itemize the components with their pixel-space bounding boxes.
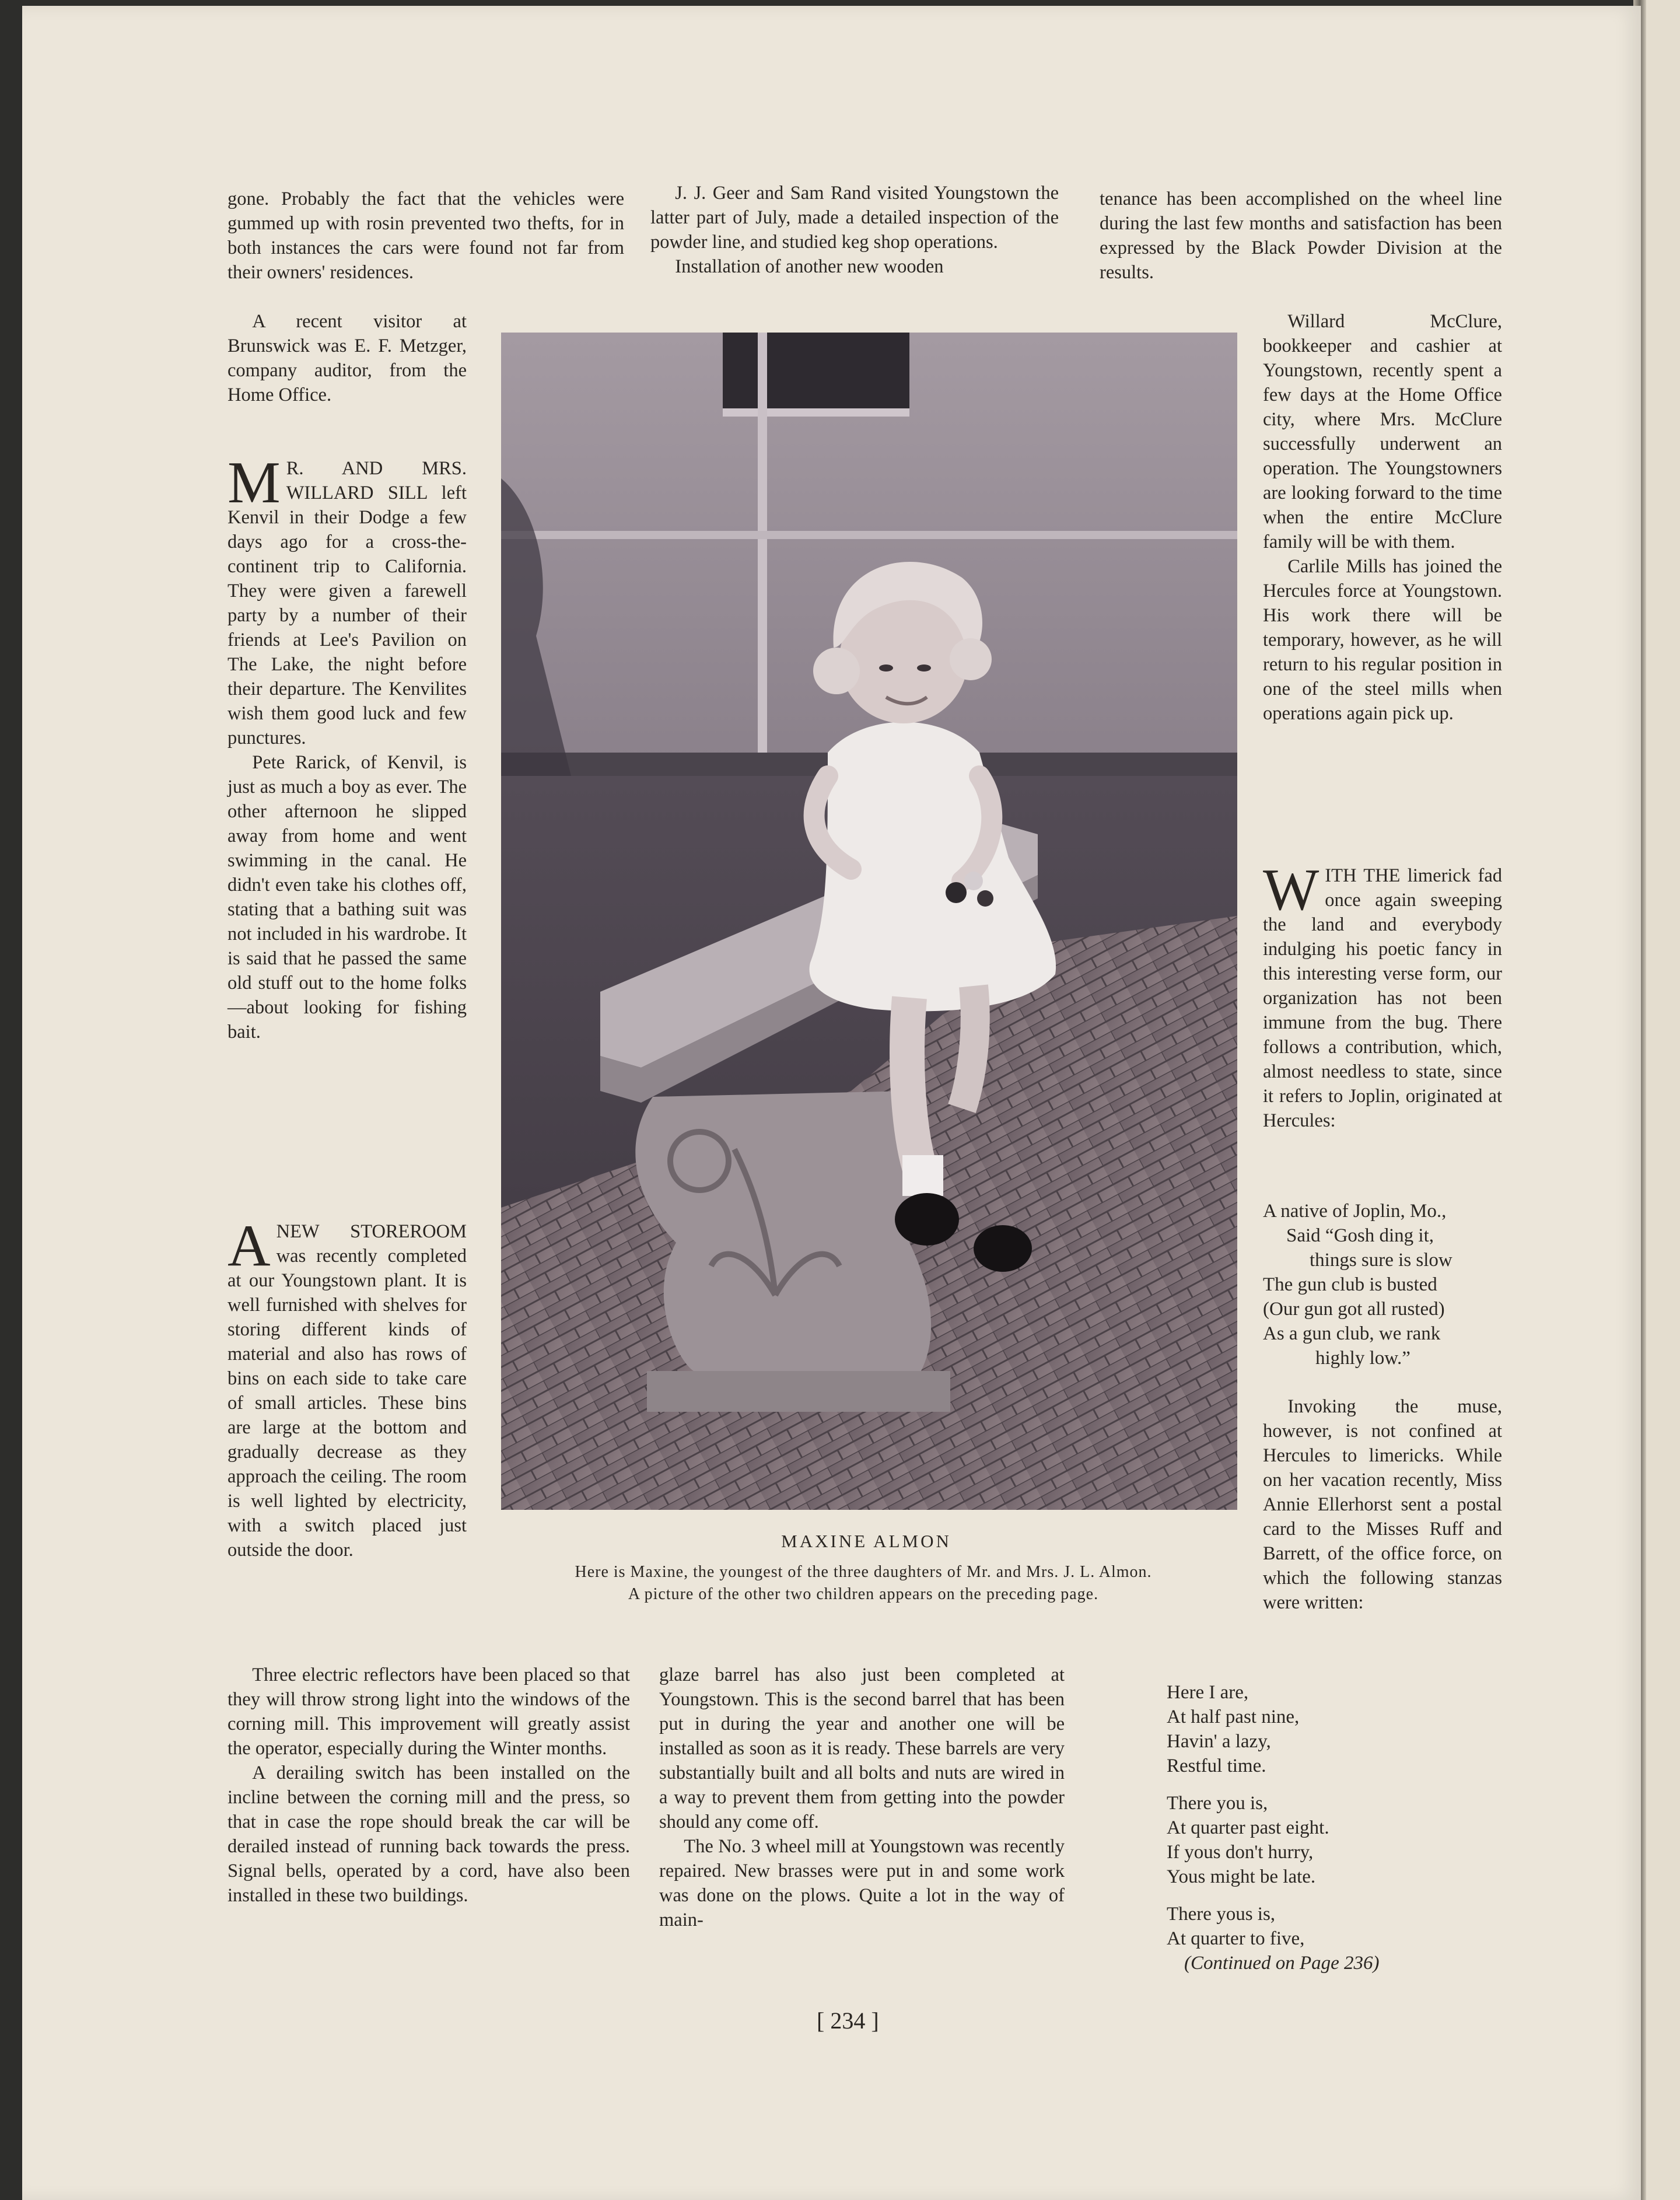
- postcard-stanzas: [1167, 1680, 1493, 1988]
- photo-caption-title: MAXINE ALMON: [781, 1531, 951, 1551]
- poem-line: There you is,: [1167, 1793, 1268, 1814]
- poem-line: At quarter to five,: [1167, 1928, 1305, 1949]
- paragraph-install: Installation of another new wooden: [675, 256, 944, 277]
- column-1-sill: [228, 450, 467, 1044]
- photo-caption: [478, 1561, 1248, 1606]
- paragraph-derailing: A derailing switch has been installed on the incline between the corning mill and the press, so that in case the rope should break the car will be derailed instead of running back towards the press. Signal bells, operated by a cord, have also been installed in these two buildings.: [228, 1762, 630, 1906]
- paragraph-wheel-mill: The No. 3 wheel mill at Youngstown was recently repaired. New brasses were put in and some work was done on the plows. Quite a lot in the way of main-: [659, 1836, 1065, 1930]
- poem-line: things sure is slow: [1310, 1250, 1452, 1271]
- stanza-2: [1167, 1791, 1493, 1889]
- poem-line: Yous might be late.: [1167, 1866, 1316, 1887]
- column-3-top: [1100, 187, 1502, 285]
- column-3-muse: [1263, 1394, 1502, 1615]
- column-2-bottom: [659, 1663, 1065, 1932]
- paragraph-mills: Carlile Mills has joined the Hercules force at Youngstown. His work there will be temporary, however, as he will return to his regular position in one of the steel mills when operations again pick up.: [1263, 556, 1502, 724]
- column-2-top: [650, 181, 1059, 279]
- limerick-poem: [1263, 1199, 1508, 1370]
- paragraph-metzger: A recent visitor at Brunswick was E. F. Metzger, company auditor, from the Home Office.: [228, 311, 467, 405]
- poem-line: If yous don't hurry,: [1167, 1842, 1314, 1863]
- column-1-bottom: [228, 1663, 630, 1908]
- page-number: [ 234 ]: [817, 2007, 879, 2034]
- poem-line: Restful time.: [1167, 1755, 1266, 1776]
- column-1-top: [228, 187, 624, 285]
- paragraph-rarick: Pete Rarick, of Kenvil, is just as much a boy as ever. The other afternoon he slipped away from home and went swimming in the canal. He didn't even take his clothes off, stating that a bathing suit was not included in his wardrobe. It is said that he passed the same old stuff out to the home folks—about looking for fishing bait.: [228, 752, 467, 1043]
- stanza-3: [1167, 1902, 1493, 1975]
- column-3-mid: [1263, 309, 1502, 726]
- paragraph-storeroom: ANEW STOREROOM was recently completed at our Youngstown plant. It is well furnished with shelves for storing different kinds of material and also has rows of bins on each side to take care of small articles. These bins are large at the bottom and gradually decrease as they approach the ceiling. The room is well lighted by electricity, with a switch placed just outside the door.: [228, 1213, 467, 1561]
- poem-line: highly low.”: [1315, 1348, 1410, 1369]
- poem-line: As a gun club, we rank: [1263, 1323, 1441, 1344]
- paragraph-geer: J. J. Geer and Sam Rand visited Youngstown the latter part of July, made a detailed inspection of the powder line, and studied keg shop operations.: [650, 183, 1059, 253]
- poem-line: At quarter past eight.: [1167, 1817, 1329, 1838]
- poem-line: At half past nine,: [1167, 1706, 1300, 1727]
- drop-cap-a: A: [228, 1213, 271, 1279]
- poem-line: The gun club is busted: [1263, 1274, 1437, 1295]
- paragraph-muse: Invoking the muse, however, is not confined at Hercules to limericks. While on her vacation recently, Miss Annie Ellerhorst sent a postal card to the Misses Ruff and Barrett, of the office force, on which the following stanzas were written:: [1263, 1396, 1502, 1613]
- paragraph-tenance: tenance has been accomplished on the wheel line during the last few months and satisfaction has been expressed by the Black Powder Division at the results.: [1100, 188, 1502, 283]
- paragraph-sill: M R. AND MRS. WILLARD SILL left Kenvil in their Dodge a few days ago for a cross-the-continent trip to California. They were given a farewell party by a number of their friends at Lee's Pavilion on The Lake, the night before their departure. The Kenvilites wish them good luck and few punctures.: [228, 450, 467, 749]
- poem-line: A native of Joplin, Mo.,: [1263, 1201, 1447, 1222]
- paragraph-mcclure: Willard McClure, bookkeeper and cashier at Youngstown, recently spent a few days at the Home Office city, where Mrs. McClure successfully underwent an operation. The Youngstowners are looking forward to the time when the entire McClure family will be with them.: [1263, 311, 1502, 552]
- next-page-edge: [1641, 0, 1680, 2200]
- column-3-limerick: [1263, 857, 1502, 1133]
- poem-line: (Our gun got all rusted): [1263, 1299, 1445, 1320]
- paragraph-reflectors: Three electric reflectors have been placed so that they will throw strong light into the windows of the corning mill. This improvement will greatly assist the operator, especially during the Winter months.: [228, 1664, 630, 1759]
- poem-line: Said “Gosh ding it,: [1286, 1225, 1434, 1246]
- column-1-metzger: [228, 309, 467, 407]
- poem-line: Here I are,: [1167, 1682, 1249, 1703]
- poem-line: Havin' a lazy,: [1167, 1731, 1271, 1752]
- drop-cap-w: W: [1263, 857, 1320, 923]
- poem-line: There yous is,: [1167, 1904, 1276, 1925]
- drop-cap-m: M: [228, 450, 281, 516]
- stanza-1: [1167, 1680, 1493, 1778]
- paragraph-limerick: WITH THE limerick fad once again sweeping the land and everybody indulging his poetic fancy in this interesting verse form, our organization has not been immune from the bug. There follows a contribution, which, almost needless to state, since it refers to Joplin, originated at Hercules:: [1263, 857, 1502, 1131]
- column-1-storeroom: [228, 1213, 467, 1562]
- paragraph-vehicles: gone. Probably the fact that the vehicles were gummed up with rosin prevented two thefts, for in both instances the cars were found not far from their owners' residences.: [228, 188, 624, 283]
- photo-caption-line: Here is Maxine, the youngest of the three daughters of Mr. and Mrs. J. L. Almon.: [575, 1563, 1152, 1581]
- photo-illustration: [501, 333, 1237, 1510]
- photo-caption-line: A picture of the other two children appears on the preceding page.: [628, 1585, 1099, 1603]
- photo-maxine-almon: [501, 333, 1237, 1510]
- continued-note: (Continued on Page 236): [1184, 1953, 1380, 1974]
- paragraph-glaze: glaze barrel has also just been completed at Youngstown. This is the second barrel that has been put in during the year and another one will be installed as soon as it is ready. These barrels are very substantially built and all bolts and nuts are wired in a way to prevent them from getting into the powder should any come off.: [659, 1664, 1065, 1832]
